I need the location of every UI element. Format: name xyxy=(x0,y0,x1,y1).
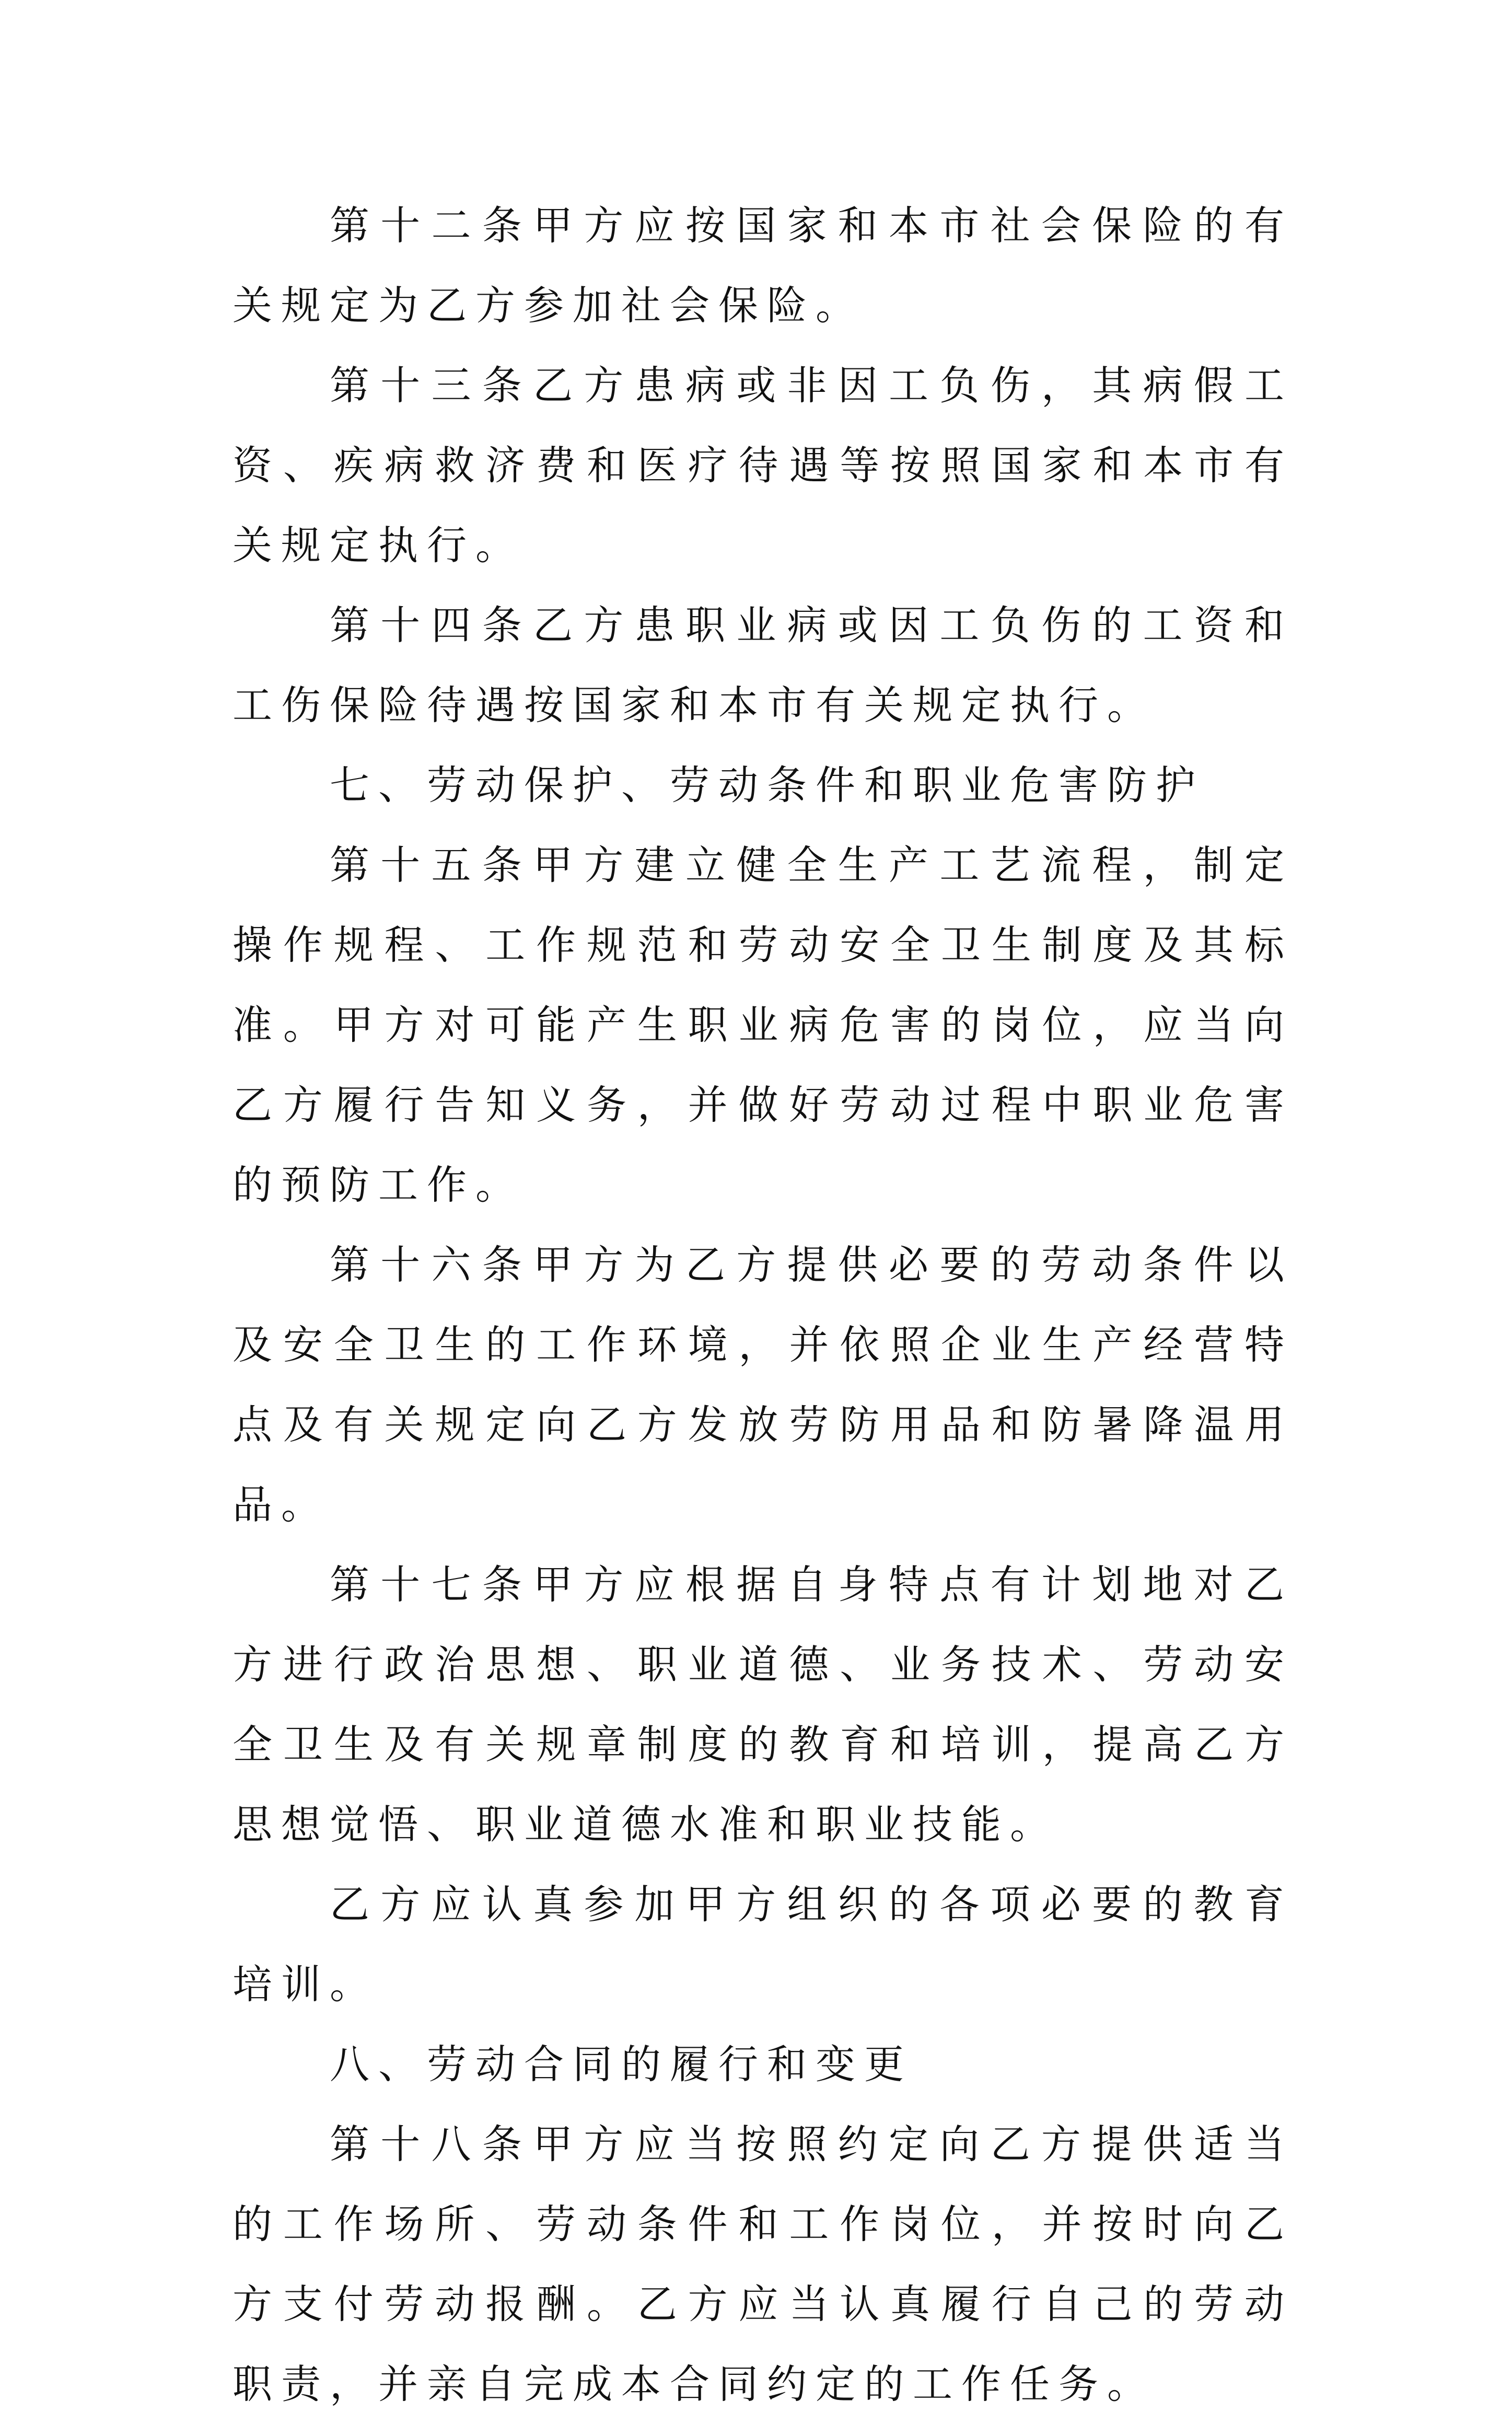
paragraph-article-18: 第十八条甲方应当按照约定向乙方提供适当的工作场所、劳动条件和工作岗位，并按时向乙方支付劳动报酬。乙方应当认真履行自己的劳动职责，并亲自完成本合同约定的工作任务。 xyxy=(232,2121,1293,2407)
paragraph-article-13: 第十三条乙方患病或非因工负伤，其病假工资、疾病救济费和医疗待遇等按照国家和本市有关规定执行。 xyxy=(232,362,1293,569)
document-body xyxy=(232,185,1293,2424)
paragraph-article-17: 第十七条甲方应根据自身特点有计划地对乙方进行政治思想、职业道德、业务技术、劳动安全卫生及有关规章制度的教育和培训，提高乙方思想觉悟、职业道德水准和职业技能。 xyxy=(232,1561,1293,1848)
section-heading-8: 八、劳动合同的履行和变更 xyxy=(330,2041,913,2087)
paragraph-article-15: 第十五条甲方建立健全生产工艺流程，制定操作规程、工作规范和劳动安全卫生制度及其标准。甲方对可能产生职业病危害的岗位，应当向乙方履行告知义务，并做好劳动过程中职业危害的预防工作。 xyxy=(232,842,1293,1208)
paragraph-article-17-continued: 乙方应认真参加甲方组织的各项必要的教育培训。 xyxy=(232,1881,1293,2008)
section-heading-7: 七、劳动保护、劳动条件和职业危害防护 xyxy=(330,762,1204,808)
paragraph-article-14: 第十四条乙方患职业病或因工负伤的工资和工伤保险待遇按国家和本市有关规定执行。 xyxy=(232,602,1293,728)
paragraph-article-12: 第十二条甲方应按国家和本市社会保险的有关规定为乙方参加社会保险。 xyxy=(232,202,1293,329)
paragraph-article-16: 第十六条甲方为乙方提供必要的劳动条件以及安全卫生的工作环境，并依照企业生产经营特点及有关规定向乙方发放劳防用品和防暑降温用品。 xyxy=(232,1242,1293,1528)
